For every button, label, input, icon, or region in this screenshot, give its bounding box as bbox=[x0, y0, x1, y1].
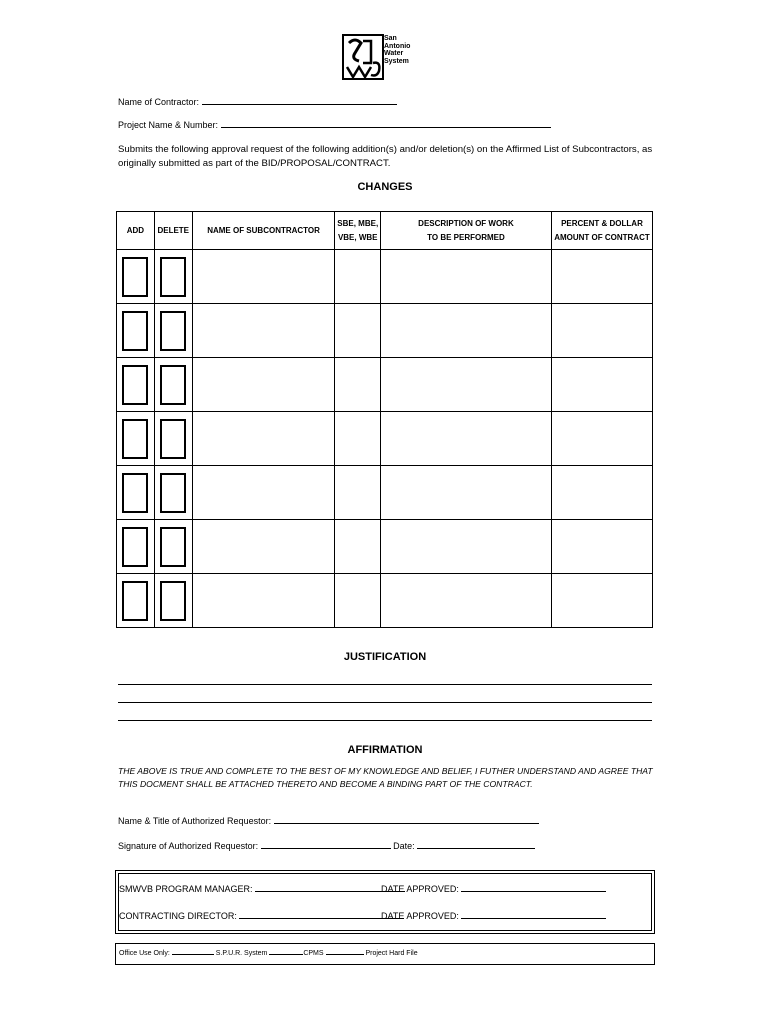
affirmation-title: AFFIRMATION bbox=[347, 744, 423, 756]
description-cell[interactable] bbox=[381, 304, 552, 358]
table-row bbox=[117, 250, 653, 304]
add-checkbox[interactable] bbox=[122, 311, 148, 351]
justification-title: JUSTIFICATION bbox=[343, 651, 427, 663]
justification-line[interactable] bbox=[118, 702, 652, 703]
add-checkbox-cell bbox=[117, 358, 155, 412]
percent-cell[interactable] bbox=[551, 574, 652, 628]
percent-cell[interactable] bbox=[551, 520, 652, 574]
name-cell[interactable] bbox=[192, 466, 335, 520]
spur-checkbox-line[interactable] bbox=[172, 949, 214, 955]
col-pct-line2: AMOUNT OF CONTRACT bbox=[554, 232, 650, 242]
name-cell[interactable] bbox=[192, 574, 335, 628]
table-row bbox=[117, 574, 653, 628]
contracting-director-field[interactable] bbox=[119, 910, 404, 921]
delete-checkbox-cell bbox=[154, 304, 192, 358]
program-manager-field[interactable] bbox=[119, 883, 405, 894]
sbe-cell[interactable] bbox=[335, 574, 381, 628]
name-cell[interactable] bbox=[192, 520, 335, 574]
delete-checkbox[interactable] bbox=[160, 581, 186, 621]
sbe-cell[interactable] bbox=[335, 250, 381, 304]
date-label: Date: bbox=[393, 841, 415, 851]
sbe-cell[interactable] bbox=[335, 466, 381, 520]
approval-box-inner bbox=[118, 873, 652, 931]
hard-file-checkbox-line[interactable] bbox=[326, 949, 364, 955]
office-use-row bbox=[119, 949, 418, 957]
logo-line: System bbox=[384, 57, 409, 65]
percent-cell[interactable] bbox=[551, 250, 652, 304]
add-checkbox-cell bbox=[117, 520, 155, 574]
table-row bbox=[117, 304, 653, 358]
office-use-label: Office Use Only: bbox=[119, 950, 170, 957]
logo-line: Antonio bbox=[384, 42, 411, 50]
col-delete: DELETE bbox=[154, 212, 192, 250]
logo-line: San bbox=[384, 35, 397, 42]
delete-checkbox[interactable] bbox=[160, 311, 186, 351]
delete-checkbox-cell bbox=[154, 574, 192, 628]
delete-checkbox-cell bbox=[154, 466, 192, 520]
col-name: NAME OF SUBCONTRACTOR bbox=[192, 212, 335, 250]
date-input[interactable] bbox=[417, 840, 535, 849]
name-cell[interactable] bbox=[192, 304, 335, 358]
sbe-cell[interactable] bbox=[335, 412, 381, 466]
delete-checkbox-cell bbox=[154, 358, 192, 412]
name-title-field[interactable] bbox=[118, 815, 539, 826]
contractor-label: Name of Contractor: bbox=[118, 97, 200, 107]
date-approved-input[interactable] bbox=[461, 910, 606, 919]
col-add: ADD bbox=[117, 212, 155, 250]
contracting-director-input[interactable] bbox=[239, 910, 404, 919]
add-checkbox-cell bbox=[117, 466, 155, 520]
table-row bbox=[117, 466, 653, 520]
date-approved-input[interactable] bbox=[461, 883, 606, 892]
date-approved-field[interactable] bbox=[381, 883, 606, 894]
description-cell[interactable] bbox=[381, 412, 552, 466]
col-desc-line1: DESCRIPTION OF WORK bbox=[418, 218, 514, 228]
description-cell[interactable] bbox=[381, 520, 552, 574]
name-cell[interactable] bbox=[192, 358, 335, 412]
description-cell[interactable] bbox=[381, 466, 552, 520]
cpms-label: CPMS bbox=[303, 950, 324, 957]
project-field[interactable] bbox=[118, 119, 551, 130]
justification-line[interactable] bbox=[118, 684, 652, 685]
delete-checkbox[interactable] bbox=[160, 527, 186, 567]
project-input[interactable] bbox=[221, 119, 551, 128]
delete-checkbox[interactable] bbox=[160, 473, 186, 513]
approval-box bbox=[115, 870, 655, 934]
add-checkbox[interactable] bbox=[122, 257, 148, 297]
justification-line[interactable] bbox=[118, 720, 652, 721]
changes-table bbox=[116, 211, 653, 628]
delete-checkbox[interactable] bbox=[160, 257, 186, 297]
col-desc-line2: TO BE PERFORMED bbox=[427, 232, 505, 242]
delete-checkbox[interactable] bbox=[160, 419, 186, 459]
affirmation-text: THE ABOVE IS TRUE AND COMPLETE TO THE BEST OF MY KNOWLEDGE AND BELIEF, I FUTHER UNDERSTAND AND AGREE THAT THIS DOCMENT SHALL BE ATTACHED THERETO AND BECOME A BINDING PART OF THE CONTRACT. bbox=[118, 766, 653, 789]
cpms-checkbox-line[interactable] bbox=[269, 949, 303, 955]
spur-label: S.P.U.R. System bbox=[215, 950, 268, 957]
col-description bbox=[381, 212, 552, 250]
add-checkbox-cell bbox=[117, 412, 155, 466]
contractor-field[interactable] bbox=[118, 96, 397, 107]
delete-checkbox-cell bbox=[154, 520, 192, 574]
add-checkbox[interactable] bbox=[122, 527, 148, 567]
table-row bbox=[117, 520, 653, 574]
sbe-cell[interactable] bbox=[335, 520, 381, 574]
col-percent bbox=[551, 212, 652, 250]
col-sbe-line1: SBE, MBE, bbox=[337, 218, 379, 228]
delete-checkbox-cell bbox=[154, 412, 192, 466]
date-approved-label: DATE APPROVED: bbox=[381, 884, 459, 894]
sbe-cell[interactable] bbox=[335, 304, 381, 358]
percent-cell[interactable] bbox=[551, 304, 652, 358]
percent-cell[interactable] bbox=[551, 358, 652, 412]
add-checkbox[interactable] bbox=[122, 581, 148, 621]
contractor-input[interactable] bbox=[202, 96, 397, 105]
signature-label: Signature of Authorized Requestor: bbox=[118, 841, 259, 851]
name-cell[interactable] bbox=[192, 412, 335, 466]
col-sbe bbox=[335, 212, 381, 250]
add-checkbox[interactable] bbox=[122, 365, 148, 405]
delete-checkbox-cell bbox=[154, 250, 192, 304]
percent-cell[interactable] bbox=[551, 412, 652, 466]
table-row bbox=[117, 358, 653, 412]
name-title-label: Name & Title of Authorized Requestor: bbox=[118, 816, 272, 826]
description-cell[interactable] bbox=[381, 250, 552, 304]
program-manager-label: SMWVB PROGRAM MANAGER: bbox=[119, 884, 253, 894]
logo-text bbox=[384, 35, 410, 65]
signature-field[interactable] bbox=[118, 840, 535, 851]
add-checkbox-cell bbox=[117, 574, 155, 628]
percent-cell[interactable] bbox=[551, 466, 652, 520]
changes-title: CHANGES bbox=[357, 181, 413, 193]
delete-checkbox[interactable] bbox=[160, 365, 186, 405]
add-checkbox[interactable] bbox=[122, 473, 148, 513]
sbe-cell[interactable] bbox=[335, 358, 381, 412]
col-pct-line1: PERCENT & DOLLAR bbox=[561, 218, 643, 228]
date-approved-field[interactable] bbox=[381, 910, 606, 921]
add-checkbox-cell bbox=[117, 304, 155, 358]
hard-file-label: Project Hard File bbox=[365, 950, 418, 957]
name-cell[interactable] bbox=[192, 250, 335, 304]
date-approved-label: DATE APPROVED: bbox=[381, 911, 459, 921]
description-cell[interactable] bbox=[381, 358, 552, 412]
add-checkbox-cell bbox=[117, 250, 155, 304]
add-checkbox[interactable] bbox=[122, 419, 148, 459]
name-title-input[interactable] bbox=[274, 815, 539, 824]
project-label: Project Name & Number: bbox=[118, 120, 219, 130]
signature-input[interactable] bbox=[261, 840, 391, 849]
intro-text: Submits the following approval request of the following addition(s) and/or deletion(s) on the Affirmed List of Subcontractors, as originally submitted as part of the BID/PROPOSAL/CONTRACT. bbox=[118, 144, 653, 169]
description-cell[interactable] bbox=[381, 574, 552, 628]
table-row bbox=[117, 412, 653, 466]
logo-line: Water bbox=[384, 50, 404, 57]
col-sbe-line2: VBE, WBE bbox=[337, 232, 378, 242]
contracting-director-label: CONTRACTING DIRECTOR: bbox=[119, 911, 237, 921]
